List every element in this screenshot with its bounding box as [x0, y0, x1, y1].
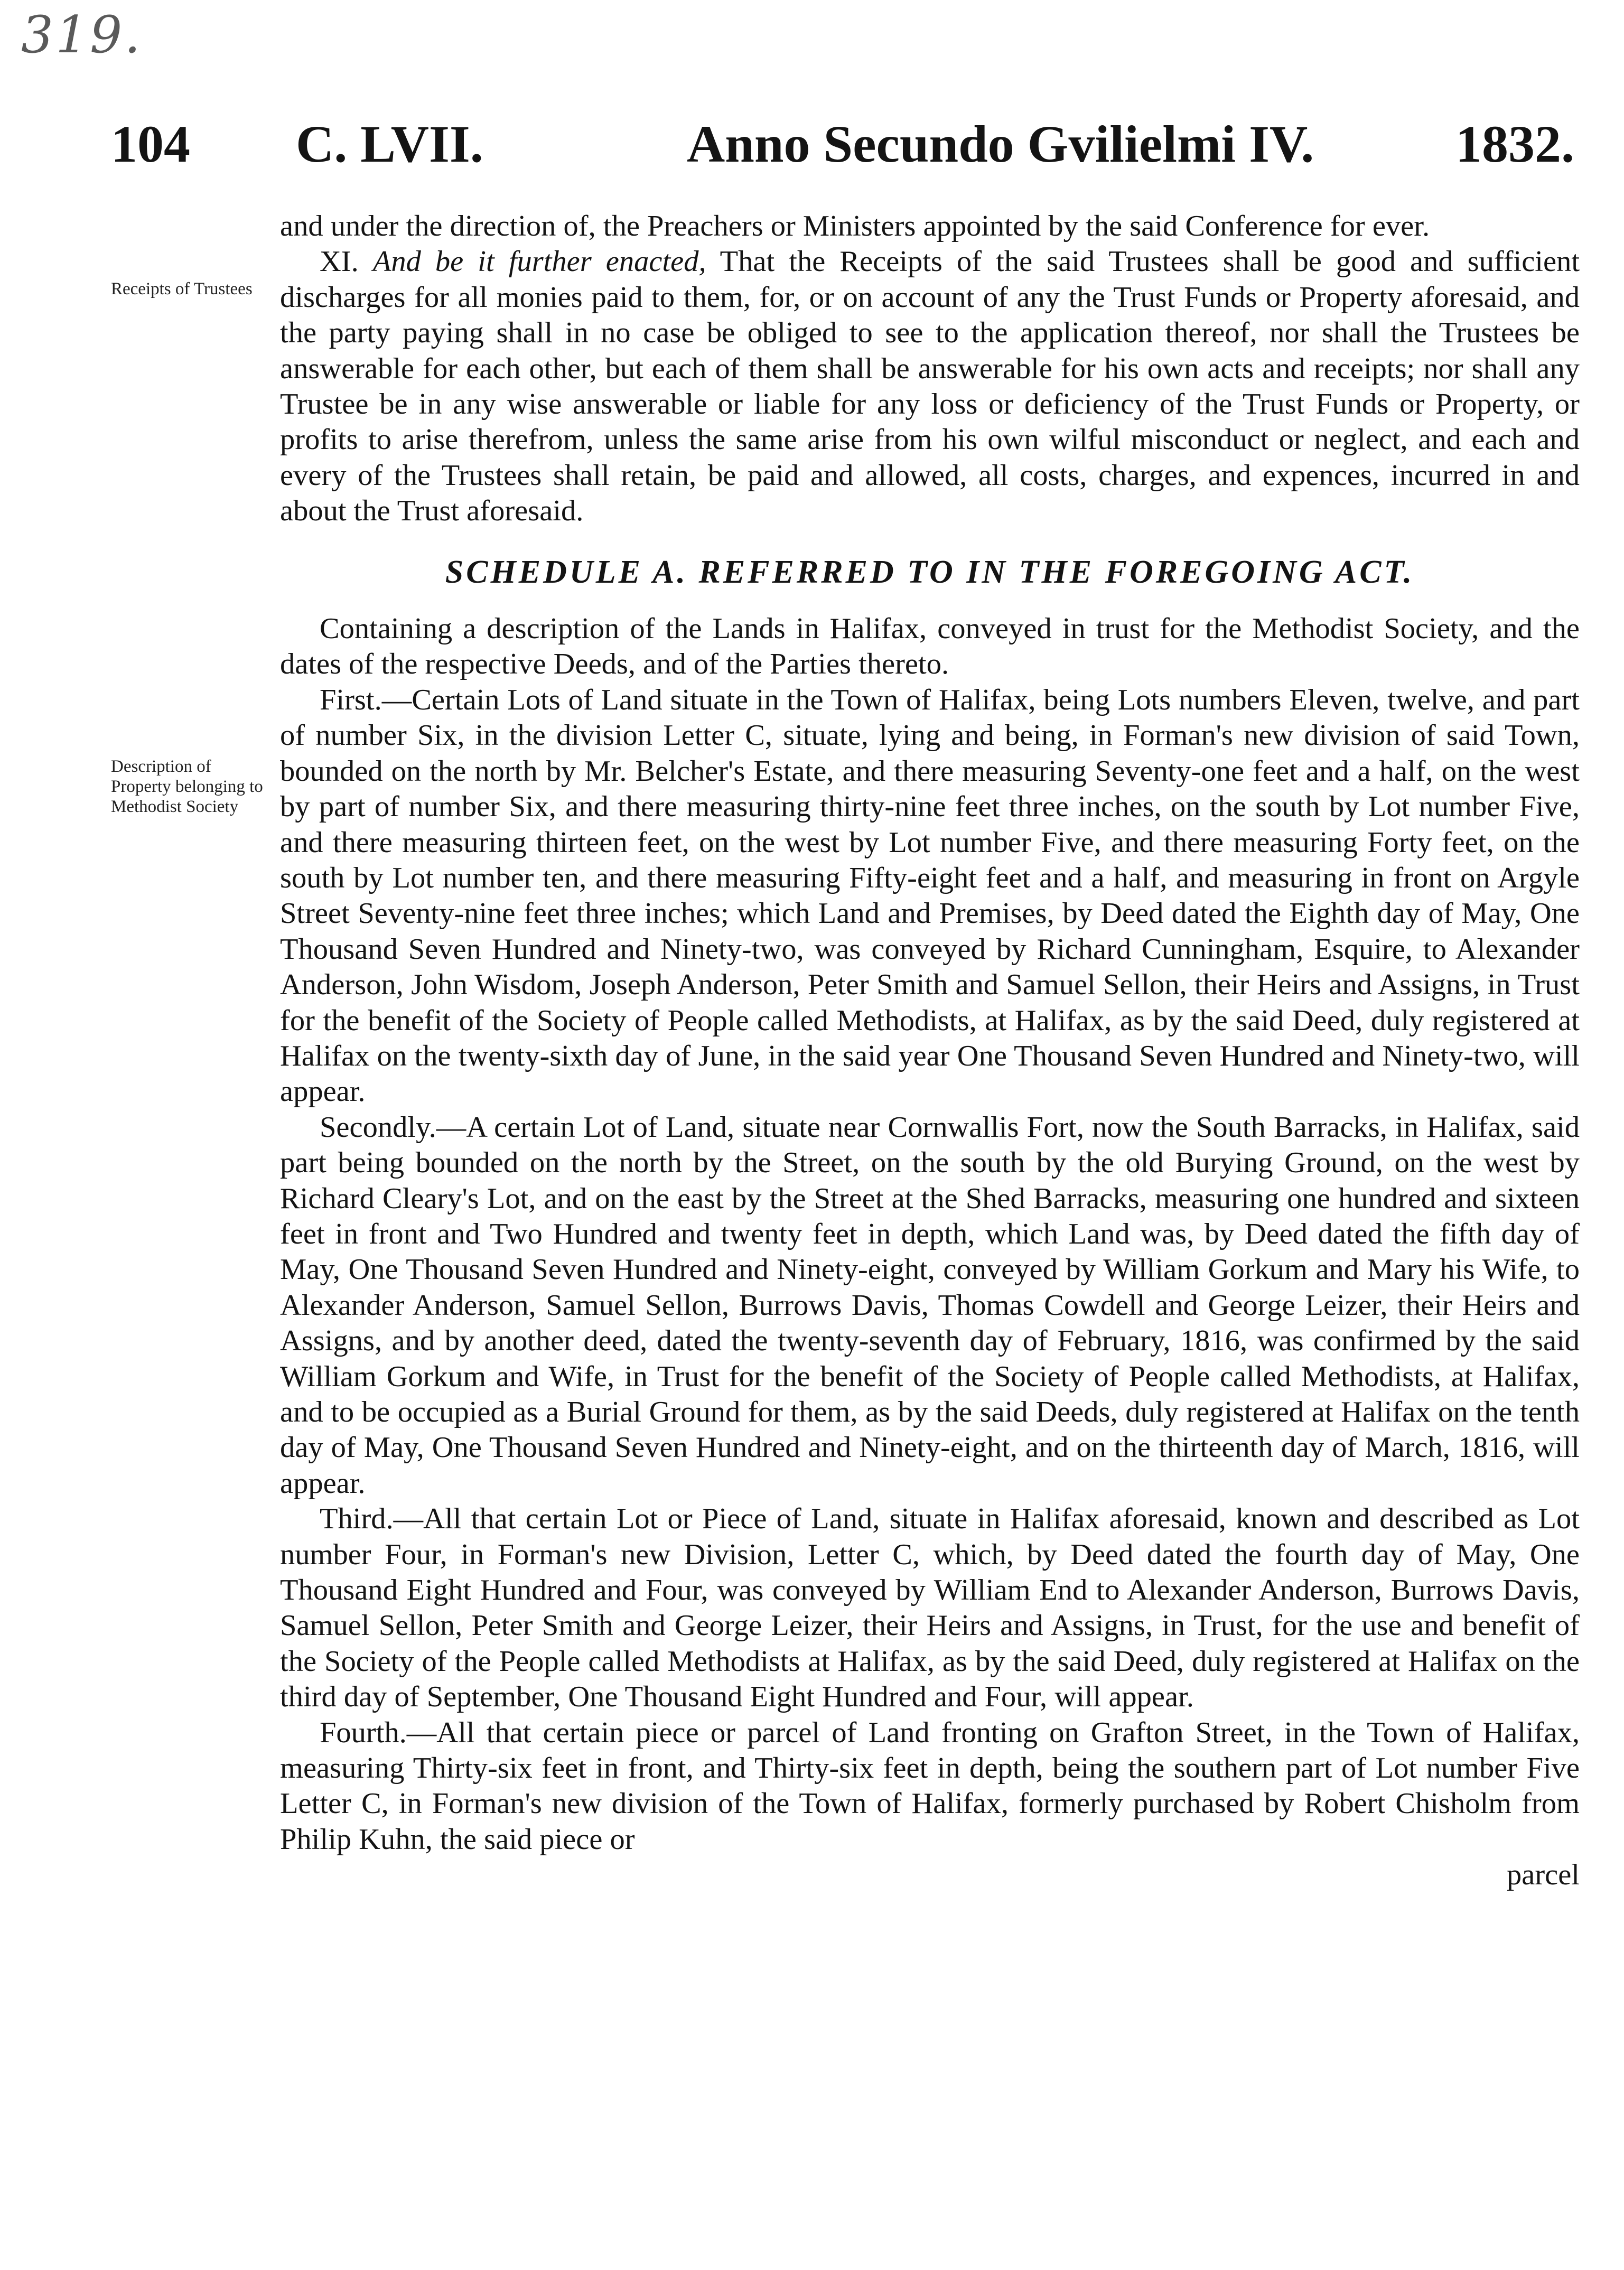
catchword: parcel: [1507, 1858, 1580, 1892]
enacting-clause: And be it further enacted,: [372, 245, 706, 278]
chapter-number: C. LVII.: [296, 115, 483, 173]
year: 1832.: [1455, 115, 1574, 173]
schedule-fourth: Fourth.—All that certain piece or parcel of Land fronting on Grafton Street, in the Town of Halifax, measuring Thirty-six feet in front, and Thirty-six feet in depth, being the southern part of Lot number Five Letter C, in Forman's new division of the Town of Halifax, formerly purchased by Robert Chisholm from Philip Kuhn, the said piece or: [280, 1716, 1580, 1856]
running-title: Anno Secundo Gvilielmi IV.: [687, 115, 1314, 173]
section-xi: [280, 244, 1580, 529]
paragraph-continued: and under the direction of, the Preachers or Ministers appointed by the said Conference for ever.: [280, 210, 1430, 242]
section-text: That the Receipts of the said Trustees shall be good and sufficient discharges for all monies paid to them, for, or on account of any the Trust Funds or Property aforesaid, and the party paying shall in no case be obliged to see to the application thereof, nor shall the Trustees be answerable for each other, but each of them shall be answerable for his own acts and receipts; nor shall any Trustee be in any wise answerable or liable for any loss or deficiency of the Trust Funds or Property, or profits to arise therefrom, unless the same arise from his own wilful misconduct or neglect, and each and every of the Trustees shall retain, be paid and allowed, all costs, charges, and expences, incurred in and about the Trust aforesaid.: [280, 245, 1580, 528]
section-number: XI.: [320, 245, 359, 278]
schedule-third: Third.—All that certain Lot or Piece of Land, situate in Halifax aforesaid, known and described as Lot number Four, in Forman's new Division, Letter C, which, by Deed dated the fourth day of May, One Thousand Eight Hundred and Four, was conveyed by William End to Alexander Anderson, Burrows Davis, Samuel Sellon, Peter Smith and George Leizer, their Heirs and Assigns, in Trust, for the use and benefit of the Society of the People called Methodists at Halifax, as by the said Deed, duly registered at Halifax on the third day of September, One Thousand Eight Hundred and Four, will appear.: [280, 1502, 1580, 1714]
schedule-heading: SCHEDULE A. REFERRED TO IN THE FOREGOING ACT.: [445, 554, 1415, 590]
page-number: 104: [111, 115, 190, 173]
schedule-second: Secondly.—A certain Lot of Land, situate near Cornwallis Fort, now the South Barracks, in Halifax, said part being bounded on the north by the Street, on the south by the old Burying Ground, on the west by Richard Cleary's Lot, and on the east by the Street at the Shed Barracks, measuring one hundred and sixteen feet in front and Two Hundred and twenty feet in depth, which Land was, by Deed dated the fifth day of May, One Thousand Seven Hundred and Ninety-eight, conveyed by William Gorkum and Mary his Wife, to Alexander Anderson, Samuel Sellon, Burrows Davis, Thomas Cowdell and George Leizer, their Heirs and Assigns, and by another deed, dated the twenty-seventh day of February, 1816, was confirmed by the said William Gorkum and Wife, in Trust for the benefit of the Society of People called Methodists, at Halifax, and to be occupied as a Burial Ground for them, as by the said Deeds, duly registered at Halifax on the tenth day of May, One Thousand Seven Hundred and Ninety-eight, and on the thirteenth day of March, 1816, will appear.: [280, 1110, 1580, 1500]
schedule-intro: Containing a description of the Lands in Halifax, conveyed in trust for the Methodist Society, and the dates of the respective Deeds, and of the Parties thereto.: [280, 612, 1580, 681]
schedule-first: First.—Certain Lots of Land situate in the Town of Halifax, being Lots numbers Eleven, twelve, and part of number Six, in the division Letter C, situate, lying and being, in Forman's new division of said Town, bounded on the north by Mr. Belcher's Estate, and there measuring Seventy-one feet and a half, on the west by part of number Six, and there measuring thirty-nine feet three inches, on the south by Lot number Five, and there measuring thirteen feet, on the west by Lot number Five, and there measuring Forty feet, on the south by Lot number ten, and there measuring Fifty-eight feet and a half, and measuring in front on Argyle Street Seventy-nine feet three inches; which Land and Premises, by Deed dated the Eighth day of May, One Thousand Seven Hundred and Ninety-two, was conveyed by Richard Cunningham, Esquire, to Alexander Anderson, John Wisdom, Joseph Anderson, Peter Smith and Samuel Sellon, their Heirs and Assigns, in Trust for the benefit of the Society of People called Methodists, at Halifax, as by the said Deed, duly registered at Halifax on the twenty-sixth day of June, in the said year One Thousand Seven Hundred and Ninety-two, will appear.: [280, 683, 1580, 1108]
margin-note-receipts: Receipts of Trustees: [111, 279, 253, 298]
page-body: [280, 209, 1580, 1893]
margin-note-description: Description of Property belonging to Methodist Society: [111, 757, 263, 816]
handwritten-folio-note: 319.: [21, 5, 143, 64]
running-header: [106, 114, 1574, 177]
